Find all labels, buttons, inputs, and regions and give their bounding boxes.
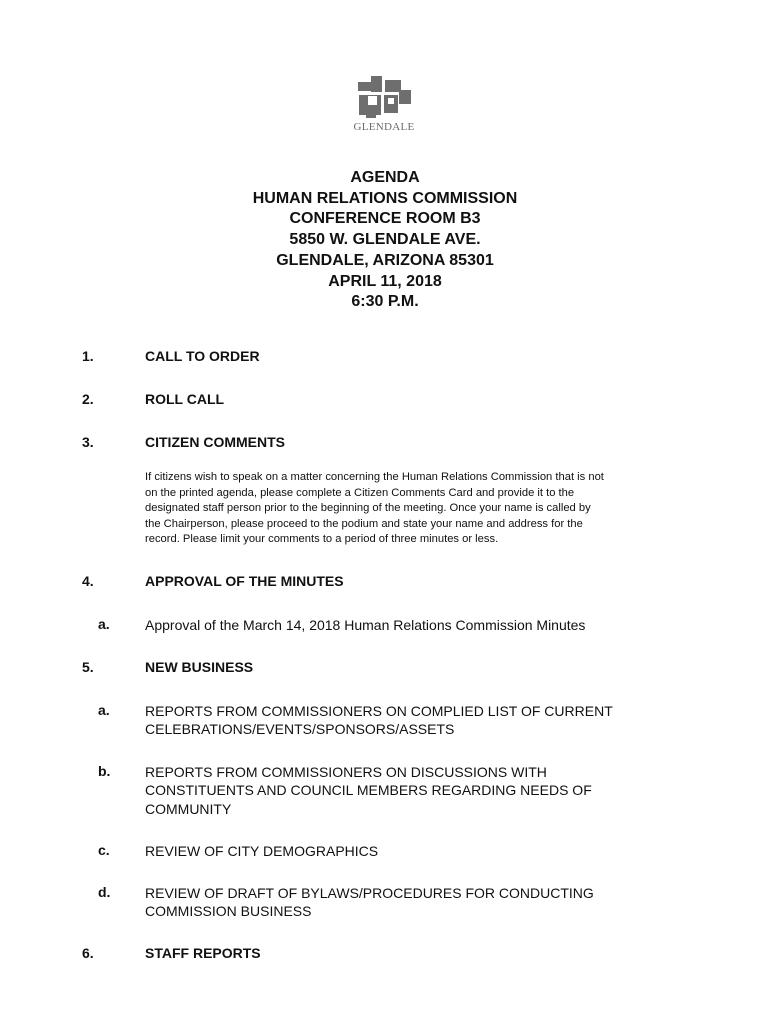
header-line: 6:30 P.M. bbox=[351, 293, 419, 311]
sub-item-label: c. bbox=[98, 842, 110, 858]
sub-item-label: a. bbox=[98, 616, 110, 632]
paragraph-line: on the printed agenda, please complete a Citizen Comments Card and provide it to the bbox=[145, 486, 575, 499]
item-number: 2. bbox=[82, 391, 94, 407]
item-title: ROLL CALL bbox=[145, 391, 225, 407]
sub-item-text bbox=[145, 702, 685, 739]
item-number: 1. bbox=[82, 348, 94, 364]
logo-wordmark: GLENDALE bbox=[353, 121, 415, 133]
paragraph-line: record. Please limit your comments to a period of three minutes or less. bbox=[145, 533, 499, 546]
header-line: AGENDA bbox=[350, 169, 420, 186]
sub-item-text bbox=[145, 763, 685, 818]
sub-item-label: a. bbox=[98, 702, 110, 718]
sub-item-line: REVIEW OF DRAFT OF BYLAWS/PROCEDURES FOR CONDUCTING bbox=[145, 885, 594, 901]
item-title: CITIZEN COMMENTS bbox=[145, 434, 285, 450]
header-line: APRIL 11, 2018 bbox=[328, 272, 442, 290]
glendale-logo bbox=[344, 76, 424, 150]
sub-item-text bbox=[145, 616, 685, 634]
sub-item-text bbox=[145, 842, 685, 860]
sub-item-line: COMMUNITY bbox=[145, 800, 232, 817]
item-number: 6. bbox=[82, 945, 94, 961]
header-line: CONFERENCE ROOM B3 bbox=[289, 210, 481, 228]
item-number: 3. bbox=[82, 434, 94, 450]
sub-item-line: Approval of the March 14, 2018 Human Relations Commission Minutes bbox=[145, 617, 586, 633]
item-number: 5. bbox=[82, 659, 94, 675]
sub-item-label: d. bbox=[98, 884, 111, 900]
header-line: HUMAN RELATIONS COMMISSION bbox=[252, 189, 518, 207]
sub-item-line: REPORTS FROM COMMISSIONERS ON DISCUSSIONS WITH bbox=[145, 764, 547, 780]
sub-item-line: COMMISSION BUSINESS bbox=[145, 903, 312, 920]
item-title: APPROVAL OF THE MINUTES bbox=[145, 573, 344, 589]
sub-item-line: REVIEW OF CITY DEMOGRAPHICS bbox=[145, 843, 379, 859]
paragraph-line: the Chairperson, please proceed to the podium and state your name and address for the bbox=[145, 517, 583, 530]
item-title: CALL TO ORDER bbox=[145, 348, 260, 364]
paragraph-line: If citizens wish to speak on a matter concerning the Human Relations Commission that is not bbox=[145, 471, 604, 483]
paragraph-line: designated staff person prior to the beginning of the meeting. Once your name is called by bbox=[145, 502, 591, 515]
agenda-header bbox=[0, 168, 770, 313]
item-title: NEW BUSINESS bbox=[145, 659, 254, 675]
item-title: STAFF REPORTS bbox=[145, 945, 261, 961]
sub-item-line: REPORTS FROM COMMISSIONERS ON COMPLIED LIST OF CURRENT bbox=[145, 703, 613, 719]
glendale-logo-mark bbox=[344, 76, 424, 122]
header-line: GLENDALE, ARIZONA 85301 bbox=[276, 251, 494, 269]
citizen-comments-paragraph bbox=[145, 470, 670, 548]
sub-item-text bbox=[145, 884, 685, 921]
sub-item-label: b. bbox=[98, 763, 111, 779]
item-number: 4. bbox=[82, 573, 94, 589]
sub-item-line: CELEBRATIONS/EVENTS/SPONSORS/ASSETS bbox=[145, 721, 455, 738]
header-line: 5850 W. GLENDALE AVE. bbox=[289, 231, 481, 249]
sub-item-line: CONSTITUENTS AND COUNCIL MEMBERS REGARDING NEEDS OF bbox=[145, 782, 592, 799]
